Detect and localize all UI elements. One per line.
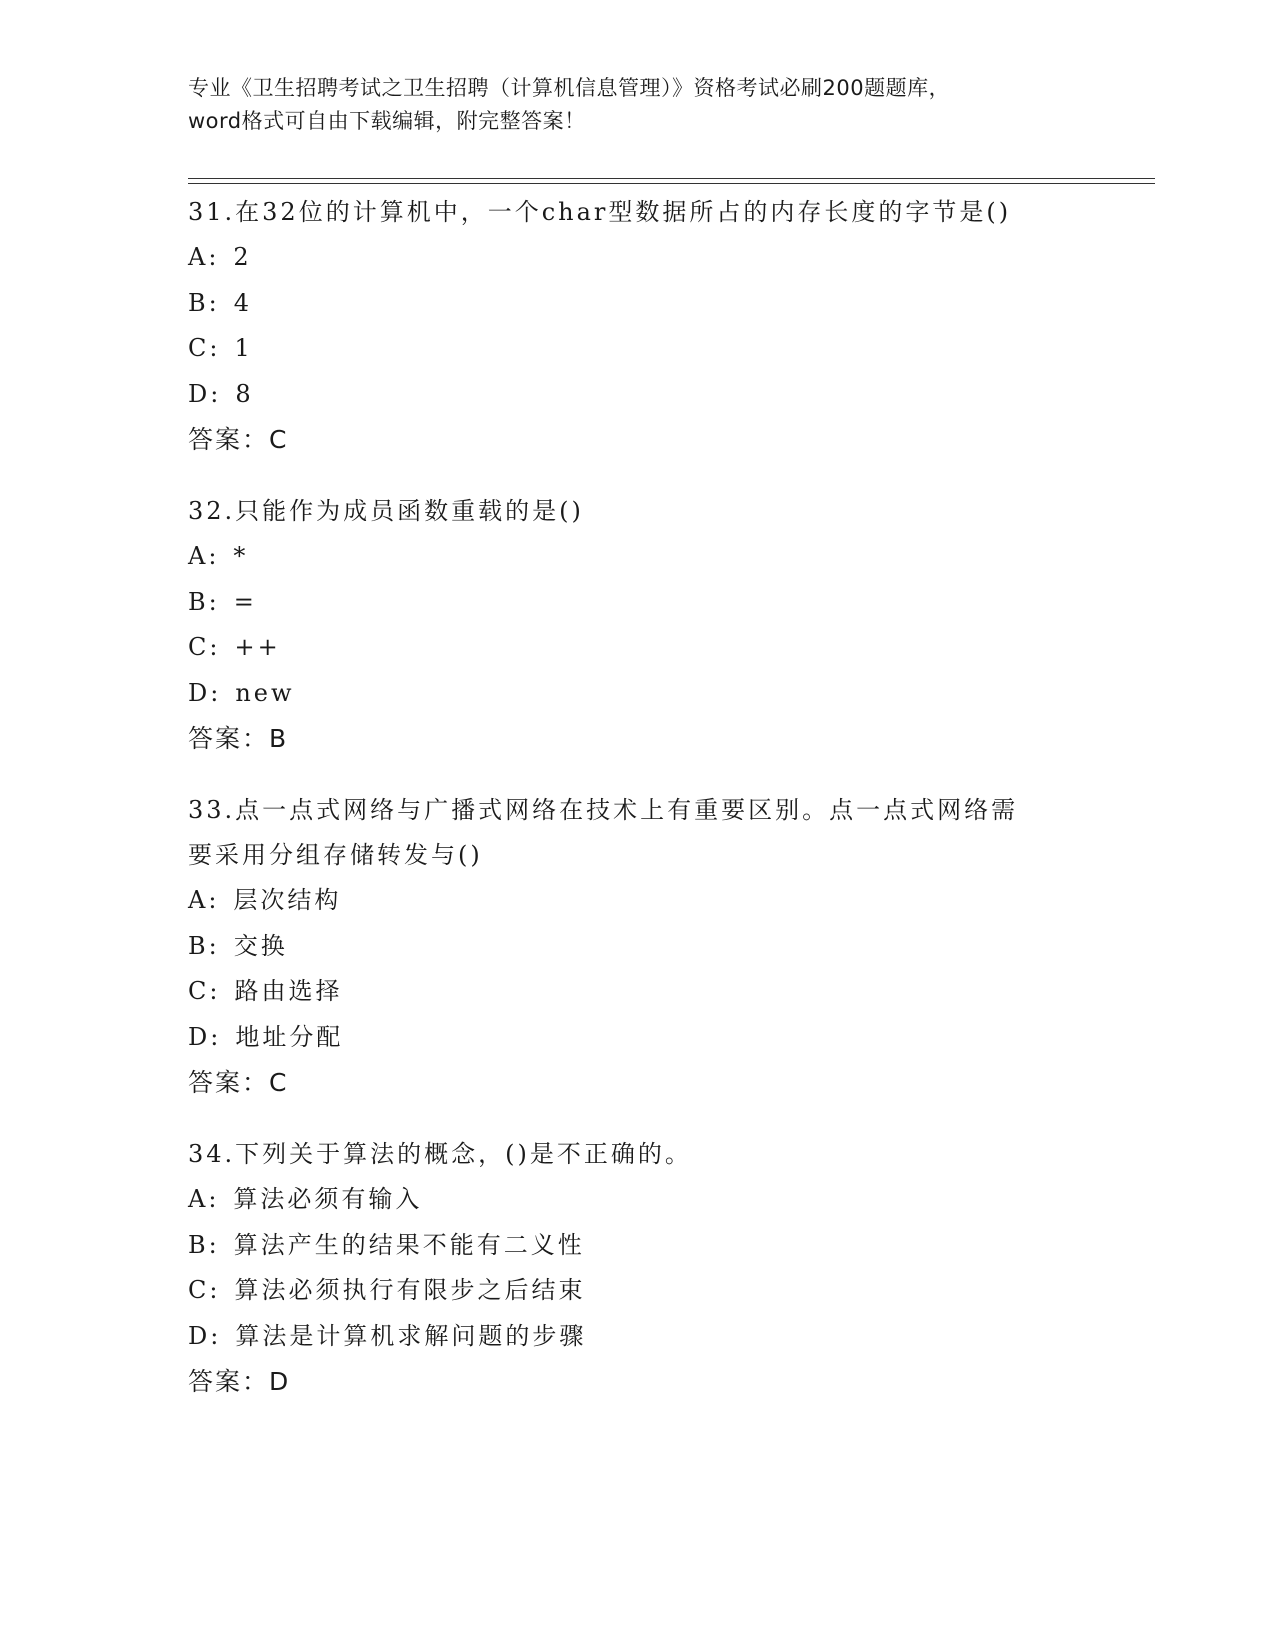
question-stem: 34.下列关于算法的概念，()是不正确的。	[188, 1140, 692, 1168]
question-33	[188, 788, 1148, 1106]
option-d	[188, 1015, 1148, 1061]
answer-label: 答案：	[188, 724, 270, 753]
option-b	[188, 1223, 1148, 1269]
option-letter: B:	[188, 288, 220, 317]
option-letter: D:	[188, 379, 222, 408]
option-text: 算法产生的结果不能有二义性	[233, 1230, 585, 1259]
option-letter: C:	[188, 977, 221, 1005]
option-letter: C:	[188, 334, 221, 362]
answer-value: D	[269, 1367, 291, 1396]
option-letter: C:	[188, 633, 221, 661]
option-text: ++	[234, 633, 281, 661]
question-stem: 31.在32位的计算机中，一个char型数据所占的内存长度的字节是()	[188, 198, 1012, 226]
answer-line	[188, 716, 1148, 762]
option-text: 算法必须执行有限步之后结束	[234, 1276, 586, 1304]
question-list	[188, 190, 1148, 1431]
option-b	[188, 281, 1148, 327]
option-letter: C:	[188, 1276, 221, 1304]
option-text: 算法是计算机求解问题的步骤	[235, 1321, 587, 1350]
answer-label: 答案：	[188, 1068, 270, 1097]
answer-label: 答案：	[188, 1367, 270, 1396]
option-b	[188, 924, 1148, 970]
option-letter: D:	[188, 1022, 222, 1051]
option-text: 4	[233, 288, 253, 317]
answer-value: C	[269, 425, 289, 454]
question-34	[188, 1132, 1148, 1405]
header-divider-top	[188, 178, 1155, 179]
header-line-2: word格式可自由下载编辑，附完整答案！	[188, 109, 586, 133]
option-a	[188, 534, 1148, 580]
question-32	[188, 489, 1148, 762]
option-a	[188, 1177, 1148, 1223]
option-letter: A:	[188, 886, 220, 914]
answer-label: 答案：	[188, 425, 270, 454]
header-divider-bottom	[188, 183, 1155, 184]
option-letter: B:	[188, 587, 220, 616]
header-line-1: 专业《卫生招聘考试之卫生招聘（计算机信息管理）》资格考试必刷200题题库，	[188, 76, 951, 100]
question-31	[188, 190, 1148, 463]
option-letter: D:	[188, 678, 222, 707]
option-c	[188, 625, 1148, 671]
option-letter: B:	[188, 1230, 220, 1259]
option-text: 算法必须有输入	[233, 1185, 423, 1213]
option-letter: A:	[188, 1185, 220, 1213]
option-text: 2	[233, 243, 252, 271]
option-c	[188, 326, 1148, 372]
option-letter: B:	[188, 931, 220, 960]
question-stem: 32.只能作为成员函数重载的是()	[188, 497, 584, 525]
option-text: 1	[234, 334, 253, 362]
answer-line	[188, 1359, 1148, 1405]
question-stem: 33.点一点式网络与广播式网络在技术上有重要区别。点一点式网络需要采用分组存储转发与()	[188, 796, 1019, 869]
option-c	[188, 1268, 1148, 1314]
option-text: 地址分配	[235, 1022, 344, 1051]
option-text: *	[233, 542, 249, 570]
option-letter: A:	[188, 243, 220, 271]
option-text: 路由选择	[234, 977, 343, 1005]
option-d	[188, 671, 1148, 717]
answer-line	[188, 417, 1148, 463]
option-text: 8	[235, 379, 254, 408]
option-a	[188, 235, 1148, 281]
answer-line	[188, 1060, 1148, 1106]
answer-value: B	[269, 724, 289, 753]
document-header	[188, 72, 1088, 138]
option-letter: A:	[188, 542, 220, 570]
option-text: =	[233, 587, 257, 616]
option-text: 层次结构	[233, 886, 342, 914]
option-c	[188, 969, 1148, 1015]
option-d	[188, 1314, 1148, 1360]
answer-value: C	[269, 1068, 289, 1097]
option-text: 交换	[233, 931, 288, 960]
option-a	[188, 878, 1148, 924]
option-letter: D:	[188, 1321, 222, 1350]
option-d	[188, 372, 1148, 418]
option-b	[188, 580, 1148, 626]
option-text: new	[235, 678, 295, 707]
